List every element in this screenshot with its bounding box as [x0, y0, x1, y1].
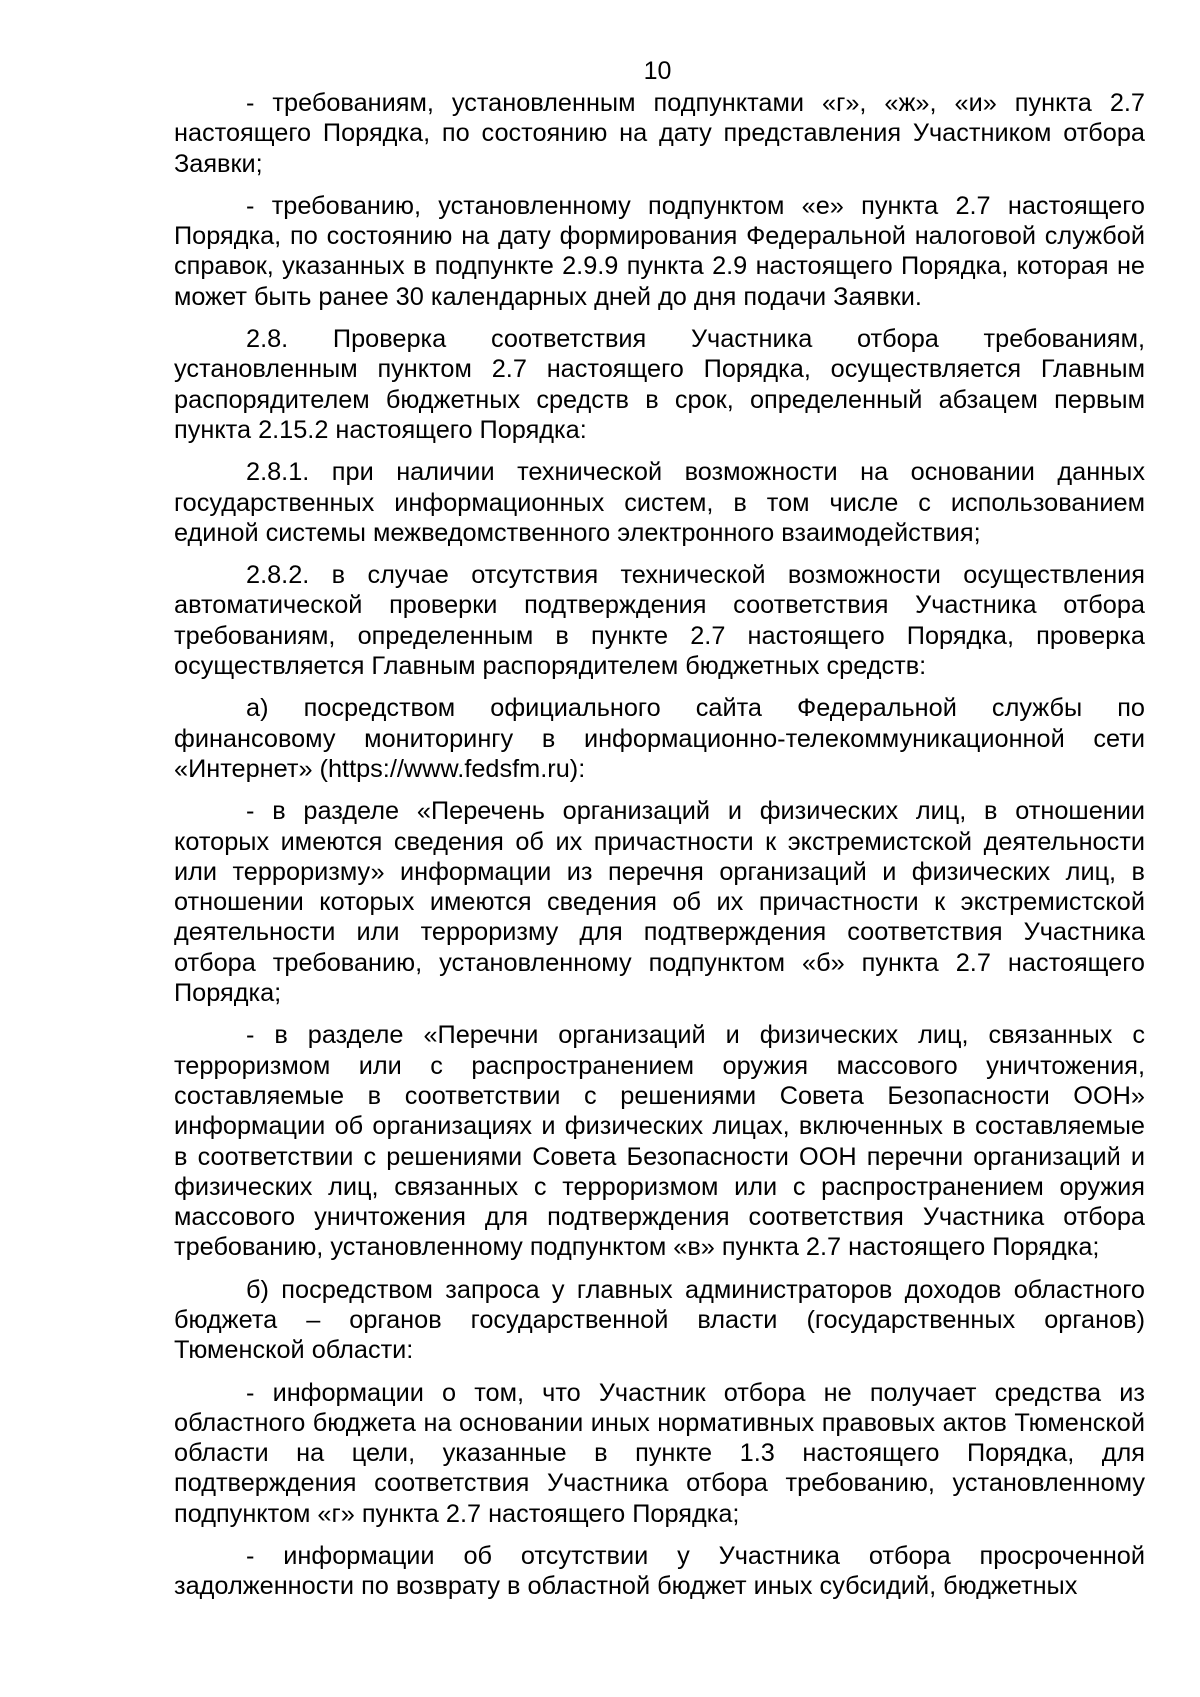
paragraph-requirements-g-zh-i: - требованиям, установленным подпунктами «г», «ж», «и» пункта 2.7 настоящего Порядка, по состоянию на дату представления Участником отбора Заявки;	[174, 89, 1145, 178]
paragraph-no-regional-funds: - информации о том, что Участник отбора не получает средства из областного бюджета на основании иных нормативных правовых актов Тюменской области на цели, указанные в пункте 1.3 настоящего Порядка, для подтверждения соответствия Участника отбора требованию, установленному подпунктом «г» пункта 2.7 настоящего Порядка;	[174, 1378, 1145, 1528]
paragraph-requirement-e: - требованию, установленному подпунктом «е» пункта 2.7 настоящего Порядка, по состоянию на дату формирования Федеральной налоговой службой справок, указанных в подпункте 2.9.9 пункта 2.9 настоящего Порядка, которая не может быть ранее 30 календарных дней до дня подачи Заявки.	[174, 191, 1145, 311]
paragraph-item-b: б) посредством запроса у главных администраторов доходов областного бюджета – органов государственной власти (государственных органов) Тюменской области:	[174, 1275, 1145, 1365]
document-body	[174, 88, 1145, 1614]
page-number: 10	[643, 57, 672, 85]
paragraph-un-lists: - в разделе «Перечни организаций и физических лиц, связанных с терроризмом или с распространением оружия массового уничтожения, составляемые в соответствии с решениями Совета Безопасности ООН» информации об организациях и физических лицах, включенных в составляемые в соответствии с решениями Совета Безопасности ООН перечни организаций и физических лиц, связанных с терроризмом или с распространением оружия массового уничтожения для подтверждения соответствия Участника отбора требованию, установленному подпунктом «в» пункта 2.7 настоящего Порядка;	[174, 1021, 1145, 1262]
paragraph-2-8-1: 2.8.1. при наличии технической возможности на основании данных государственных информационных систем, в том числе с использованием единой системы межведомственного электронного взаимодействия;	[174, 458, 1145, 547]
paragraph-item-a: а) посредством официального сайта Федеральной службы по финансовому мониторингу в информационно-телекоммуникационной сети «Интернет» (https://www.fedsfm.ru):	[174, 694, 1145, 783]
paragraph-2-8-2: 2.8.2. в случае отсутствия технической возможности осуществления автоматической проверки подтверждения соответствия Участника отбора требованиям, определенным в пункте 2.7 настоящего Порядка, проверка осуществляется Главным распорядителем бюджетных средств:	[174, 561, 1145, 681]
paragraph-extremism-list: - в разделе «Перечень организаций и физических лиц, в отношении которых имеются сведения об их причастности к экстремистской деятельности или терроризму» информации из перечня организаций и физических лиц, в отношении которых имеются сведения об их причастности к экстремистской деятельности или терроризму для подтверждения соответствия Участника отбора требованию, установленному подпунктом «б» пункта 2.7 настоящего Порядка;	[174, 797, 1145, 1008]
paragraph-no-overdue-debt: - информации об отсутствии у Участника отбора просроченной задолженности по возврату в областной бюджет иных субсидий, бюджетных	[174, 1542, 1145, 1601]
paragraph-2-8: 2.8. Проверка соответствия Участника отбора требованиям, установленным пунктом 2.7 настоящего Порядка, осуществляется Главным распорядителем бюджетных средств в срок, определенный абзацем первым пункта 2.15.2 настоящего Порядка:	[174, 325, 1145, 444]
